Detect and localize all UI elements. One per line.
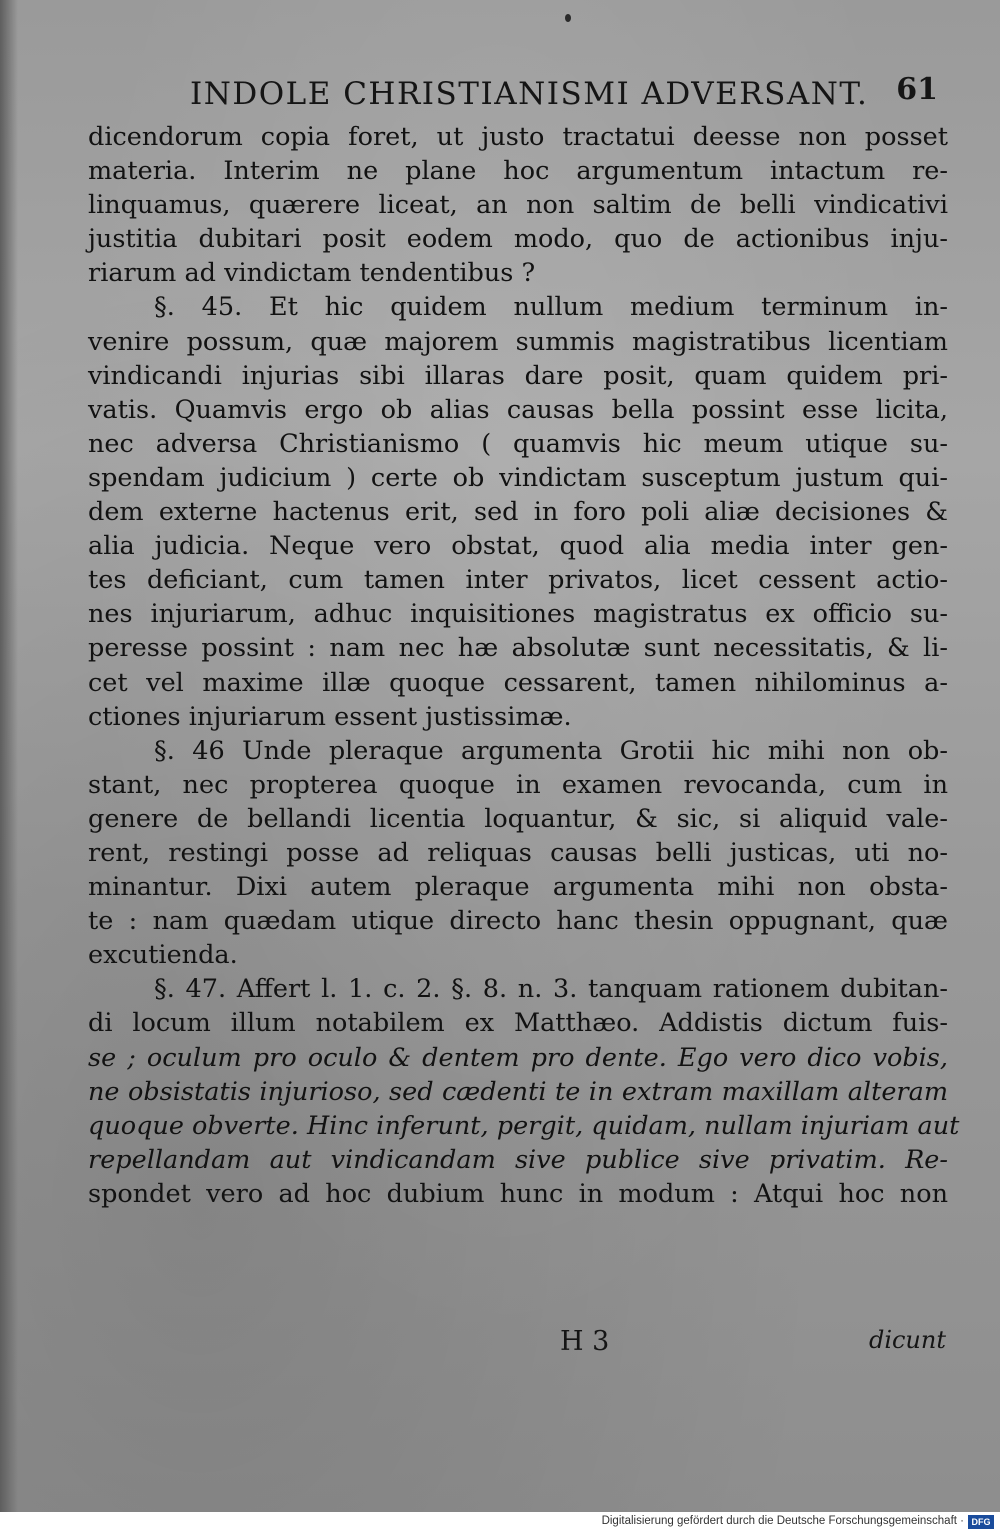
running-head (190, 72, 950, 116)
text-line: dicendorum copia foret, ut justo tractatui deesse non posset (88, 122, 948, 152)
text-line: tes deficiant, cum tamen inter privatos, licet cessent actio- (88, 565, 948, 596)
signature-mark: H 3 (560, 1326, 610, 1357)
page-number: 61 (896, 72, 938, 107)
text-line: peresse possint : nam nec hæ absolutæ sunt necessitatis, & li- (88, 633, 948, 664)
text-line: repellandam aut vindicandam sive publice sive privatim. Re- (88, 1144, 948, 1175)
text-line: spondet vero ad hoc dubium hunc in modum : Atqui hoc non (88, 1178, 948, 1209)
text-line: minantur. Dixi autem pleraque argumenta mihi non obsta- (88, 872, 948, 903)
text-line: quoque obverte. Hinc inferunt, pergit, quidam, nullam injuriam aut (88, 1110, 960, 1141)
running-title: INDOLE CHRISTIANISMI ADVERSANT. (190, 76, 869, 112)
text-line: vatis. Quamvis ergo ob alias causas bella possint esse licita, (88, 394, 948, 425)
text-line: materia. Interim ne plane hoc argumentum intactum re- (88, 156, 948, 187)
text-line: nes injuriarum, adhuc inquisitiones magistratus ex officio su- (88, 599, 948, 630)
text-line: §. 45. Et hic quidem nullum medium terminum in- (154, 292, 948, 323)
text-line: justitia dubitari posit eodem modo, quo de actionibus inju- (88, 224, 948, 255)
text-line: nec adversa Christianismo ( quamvis hic meum utique su- (88, 428, 948, 459)
footer-credit: Digitalisierung gefördert durch die Deutsche Forschungsgemeinschaft · (601, 1515, 964, 1527)
text-line: riarum ad vindictam tendentibus ? (88, 258, 536, 289)
ink-speck (565, 14, 571, 22)
page-binding-shadow (0, 0, 18, 1512)
text-line: §. 47. Affert l. 1. c. 2. §. 8. n. 3. tanquam rationem dubitan- (154, 974, 948, 1005)
text-line: genere de bellandi licentia loquantur, & sic, si aliquid vale- (88, 803, 948, 834)
text-line: venire possum, quæ majorem summis magistratibus licentiam (88, 326, 948, 357)
digitization-footer (0, 1512, 1000, 1532)
text-line: ctiones injuriarum essent justissimæ. (88, 701, 572, 732)
text-line: §. 46 Unde pleraque argumenta Grotii hic mihi non ob- (154, 735, 948, 766)
dfg-logo: DFG (968, 1515, 994, 1529)
text-line: ne obsistatis injurioso, sed cædenti te in extram maxillam alteram (88, 1076, 948, 1107)
catchword: dicunt (868, 1326, 946, 1354)
text-line: alia judicia. Neque vero obstat, quod alia media inter gen- (88, 531, 948, 562)
text-line: cet vel maxime illæ quoque cessarent, tamen nihilominus a- (88, 667, 948, 698)
text-line: stant, nec propterea quoque in examen revocanda, cum in (88, 769, 948, 800)
text-line: vindicandi injurias sibi illaras dare posit, quam quidem pri- (88, 360, 948, 391)
text-line: spendam judicium ) certe ob vindictam susceptum justum qui- (88, 462, 948, 493)
text-line: linquamus, quærere liceat, an non saltim de belli vindicativi (88, 190, 948, 221)
text-line: excutienda. (88, 940, 238, 971)
body-text (88, 120, 960, 1211)
text-line: se ; oculum pro oculo & dentem pro dente. Ego vero dico vobis, (88, 1042, 948, 1073)
text-line: di locum illum notabilem ex Matthæo. Addistis dictum fuis- (88, 1008, 948, 1039)
text-line: rent, restingi posse ad reliquas causas belli justicas, uti no- (88, 837, 948, 868)
text-line: dem externe hactenus erit, sed in foro poli aliæ decisiones & (88, 497, 948, 528)
text-line: te : nam quædam utique directo hanc thesin oppugnant, quæ (88, 906, 948, 937)
